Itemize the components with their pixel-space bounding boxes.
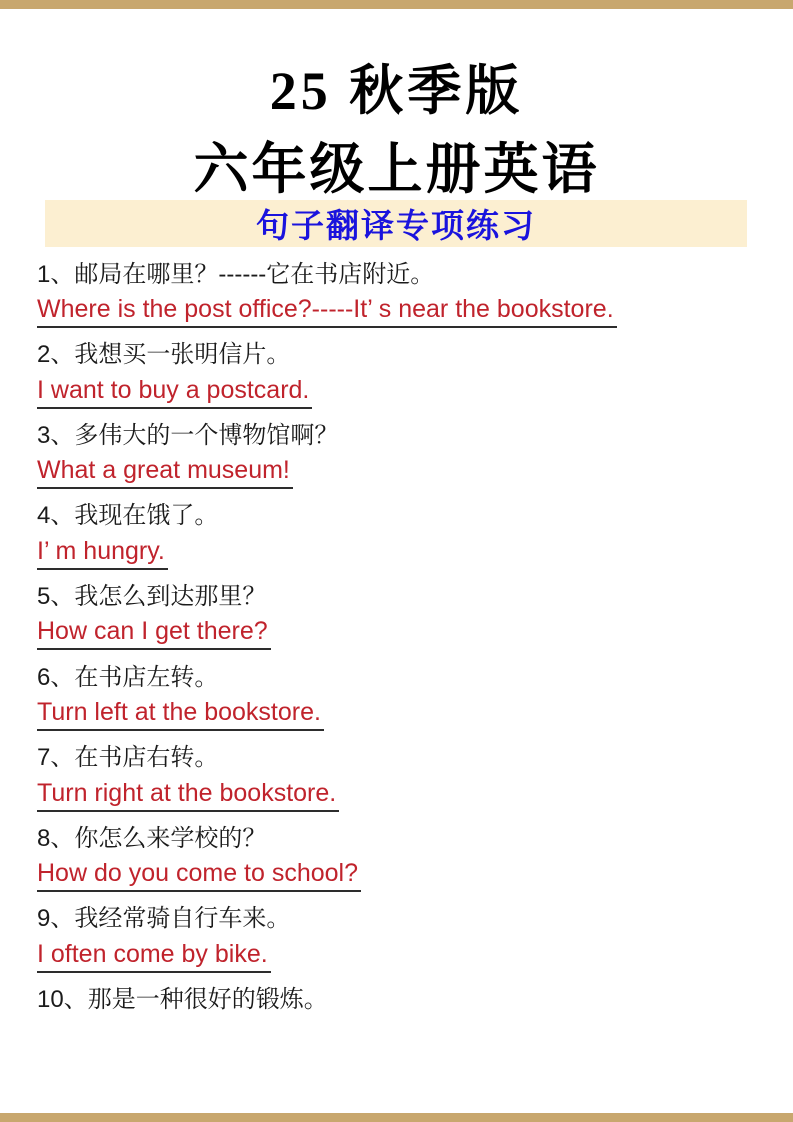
title-line-2: 六年级上册英语 bbox=[193, 139, 600, 200]
exercise-list bbox=[37, 251, 777, 1017]
answer-underlined-text: How can I get there? bbox=[37, 617, 271, 650]
exercise-en-9 bbox=[37, 936, 777, 976]
answer-underlined-text: I want to buy a postcard. bbox=[37, 376, 312, 409]
subtitle-banner-text: 句子翻译专项练习 bbox=[256, 209, 536, 245]
exercise-cn-7: 7、在书店右转。 bbox=[37, 744, 219, 772]
exercise-cn-2: 2、我想买一张明信片。 bbox=[37, 341, 291, 369]
exercise-cn-3: 3、多伟大的一个博物馆啊？ bbox=[37, 421, 339, 449]
exercise-cn-8: 8、你怎么来学校的？ bbox=[37, 824, 267, 852]
exercise-en-5 bbox=[37, 614, 777, 654]
document-header bbox=[0, 0, 793, 200]
exercise-cn-1: 1、邮局在哪里？------它在书店附近。 bbox=[37, 260, 435, 288]
exercise-en-8 bbox=[37, 855, 777, 895]
exercise-cn-9: 9、我经常骑自行车来。 bbox=[37, 905, 291, 933]
answer-underlined-text: How do you come to school? bbox=[37, 859, 361, 892]
exercise-cn-4: 4、我现在饿了。 bbox=[37, 502, 219, 530]
answer-underlined-text: What a great museum! bbox=[37, 456, 293, 489]
answer-underlined-text: Turn right at the bookstore. bbox=[37, 779, 339, 812]
title-line-1: 25 秋季版 bbox=[269, 61, 524, 121]
subtitle-banner bbox=[45, 200, 747, 247]
answer-underlined-text: I’ m hungry. bbox=[37, 537, 168, 570]
exercise-en-2 bbox=[37, 372, 777, 412]
exercise-cn-6: 6、在书店左转。 bbox=[37, 663, 219, 691]
answer-underlined-text: Where is the post office?-----It’ s near the bookstore. bbox=[37, 295, 617, 328]
bottom-edge-bar bbox=[0, 1113, 793, 1122]
exercise-cn-10: 10、那是一种很好的锻炼。 bbox=[37, 985, 328, 1013]
exercise-en-4 bbox=[37, 533, 777, 573]
exercise-en-1 bbox=[37, 291, 777, 331]
exercise-en-3 bbox=[37, 452, 777, 492]
answer-underlined-text: I often come by bike. bbox=[37, 940, 271, 973]
exercise-cn-5: 5、我怎么到达那里？ bbox=[37, 583, 267, 611]
exercise-en-6 bbox=[37, 694, 777, 734]
exercise-en-7 bbox=[37, 775, 777, 815]
answer-underlined-text: Turn left at the bookstore. bbox=[37, 698, 324, 731]
